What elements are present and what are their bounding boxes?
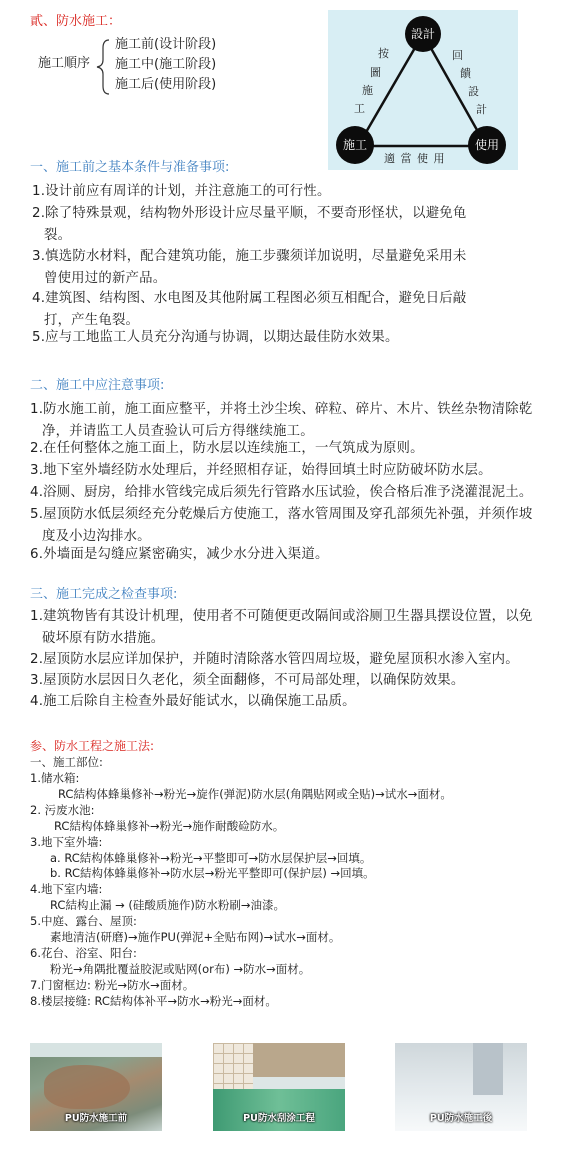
section1-item-3: 3.慎选防水材料，配合建筑功能，施工步骤须详加说明，尽量避免采用未 曾使用过的新产品。 (32, 249, 467, 286)
section2-item-6: 6.外墙面是勾缝应紧密确实，减少水分进入渠道。 (30, 547, 329, 562)
method-6-title: 6.花台、浴室、阳台: (30, 946, 137, 960)
photo-before-caption: PU防水施工前 (64, 1113, 128, 1124)
method-6-steps: 粉光→角隅批覆益胶泥或贴网(or布) →防水→面材。 (50, 962, 311, 976)
section2-item-4: 4.浴厕、厨房，给排水管线完成后须先行管路水压试验，俟合格后准予浇灌混泥土。 (30, 485, 533, 500)
method-7: 7.门窗框边: 粉光→防水→面材。 (30, 978, 195, 992)
method-4-steps: RC結构止漏 → (硅酸质施作)防水粉刷→油漆。 (50, 898, 286, 912)
photo-after-caption: PU防水施工後 (429, 1113, 493, 1124)
edge-left-char-2: 圖 (370, 66, 381, 79)
edge-right-char-1: 回 (452, 49, 463, 62)
photo-during-caption: PU防水刮涂工程 (243, 1113, 315, 1124)
photo-during (213, 1043, 345, 1131)
order-label: 施工順序 (38, 56, 91, 71)
node-use: 使用 (468, 126, 506, 164)
part3-title: 参、防水工程之施工法: (30, 739, 155, 753)
method-5-title: 5.中庭、露台、屋顶: (30, 914, 137, 928)
method-2-title: 2. 污废水池: (30, 803, 95, 817)
photo-before (30, 1043, 162, 1131)
node-construct: 施工 (336, 126, 374, 164)
method-5-steps: 素地清洁(研磨)→施作PU(弹泥+全贴布网)→试水→面材。 (50, 930, 341, 944)
section2-item-2: 2.在任何整体之施工面上，防水层以连续施工，一气筑成为原则。 (30, 441, 424, 456)
method-1-title: 1.储水箱: (30, 771, 80, 785)
method-2-steps: RC結构体蜂巢修补→粉光→施作耐酸硷防水。 (54, 819, 285, 833)
section2-heading: 二、施工中应注意事项: (30, 378, 165, 393)
section3-item-4: 4.施工后除自主检查外最好能试水，以确保施工品质。 (30, 694, 356, 709)
edge-right-char-3: 設 (468, 85, 479, 98)
edge-bottom-label: 適 當 使 用 (384, 152, 446, 165)
edge-left-char-1: 按 (378, 47, 389, 60)
section1-item-5: 5.应与工地监工人员充分沟通与协调，以期达最佳防水效果。 (32, 330, 399, 345)
section1-item-2: 2.除了特殊景观，结构物外形设计应尽量平顺，不要奇形怪状，以避免龟 裂。 (32, 206, 467, 243)
section2-item-1: 1.防水施工前，施工面应整平，并将土沙尘埃、碎粒、碎片、木片、铁丝杂物清除乾 净，并请监工人员查验认可后方得继续施工。 (30, 402, 533, 439)
cycle-diagram (328, 10, 518, 170)
section2-item-5: 5.屋顶防水低层须经充分乾燥后方使施工，落水管周围及穿孔部须先补强，并须作坡 度及小边沟排水。 (30, 507, 533, 544)
node-design: 設計 (405, 16, 441, 52)
photo-after (395, 1043, 527, 1131)
edge-right-char-4: 計 (476, 103, 487, 116)
method-4-title: 4.地下室内墙: (30, 882, 103, 896)
method-8: 8.楼层接缝: RC結构体补平→防水→粉光→面材。 (30, 994, 277, 1008)
section1-item-4: 4.建筑图、结构图、水电图及其他附属工程图必须互相配合，避免日后敲 打，产生龟裂。 (32, 291, 467, 328)
order-item-3: 施工后(使用阶段) (115, 77, 217, 92)
edge-left-char-3: 施 (362, 84, 373, 97)
section2-item-3: 3.地下室外墙经防水处理后，并经照相存证，始得回填土时应防破坏防水层。 (30, 463, 492, 478)
section3-heading: 三、施工完成之检查事项: (30, 587, 178, 602)
section3-item-1: 1.建筑物皆有其设计机理，使用者不可随便更改隔间或浴厕卫生器具摆设位置，以免 破坏原有防水措施。 (30, 609, 533, 646)
section3-item-3: 3.屋顶防水层因日久老化，须全面翻修，不可局部处理，以确保防效果。 (30, 673, 465, 688)
section1-heading: 一、施工前之基本条件与准备事项: (30, 160, 230, 175)
part2-title: 貳、防水施工： (30, 14, 122, 29)
method-1-steps: RC結构体蜂巢修补→粉光→旋作(弹泥)防水层(角隅贴网或全贴)→试水→面材。 (58, 787, 452, 801)
order-item-1: 施工前(设计阶段) (115, 37, 217, 52)
order-item-2: 施工中(施工阶段) (115, 57, 217, 72)
section1-item-1: 1.设计前应有周详的计划，并注意施工的可行性。 (32, 184, 331, 199)
edge-left-char-4: 工 (354, 102, 365, 115)
method-3-steps-b: b. RC結构体蜂巢修补→防水层→粉光平整即可(保护层) →回填。 (50, 866, 375, 880)
edge-right-char-2: 饋 (460, 67, 471, 80)
section3-item-2: 2.屋顶防水层应详加保护，并随时清除落水管四周垃圾，避免屋顶积水渗入室内。 (30, 652, 519, 667)
part3-subtitle: 一、施工部位: (30, 755, 103, 769)
method-3-steps-a: a. RC結构体蜂巢修补→粉光→平整即可→防水层保护层→回填。 (50, 851, 372, 865)
method-3-title: 3.地下室外墙: (30, 835, 103, 849)
order-brace (95, 38, 111, 96)
